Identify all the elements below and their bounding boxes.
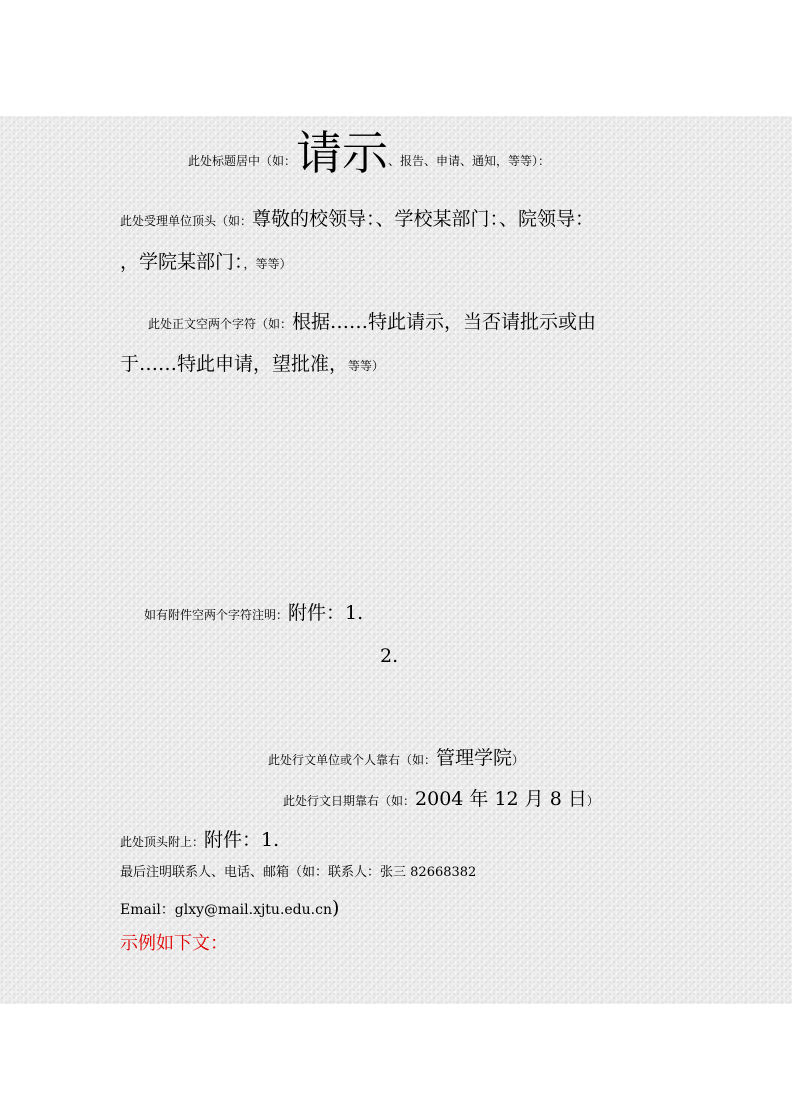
date-prefix: 此处行文日期靠右（如： xyxy=(283,794,416,808)
email-line xyxy=(120,899,339,918)
title-line xyxy=(188,126,551,180)
document-title: 请示 xyxy=(296,126,389,180)
issuer-prefix: 此处行文单位或个人靠右（如： xyxy=(268,753,437,767)
body-prefix: 此处正文空两个字符（如： xyxy=(148,317,293,331)
issuer-line xyxy=(268,749,524,768)
issuer-suffix: ） xyxy=(512,753,525,767)
recipient-main: 尊敬的校领导：、学校某部门：、院领导： xyxy=(252,208,595,230)
date-value: 2004 年 12 月 8 日 xyxy=(415,788,587,810)
top-attachment-label: 附件：1. xyxy=(204,829,280,851)
recipient-suffix: ，等等） xyxy=(243,257,292,271)
date-line xyxy=(283,790,599,809)
contact-line xyxy=(120,866,476,879)
attachment-label: 附件：1. xyxy=(288,602,364,624)
top-attachment-prefix: 此处顶头附上： xyxy=(120,835,205,849)
issuer-name: 管理学院 xyxy=(436,747,513,769)
attachment-line-2: 2. xyxy=(380,645,399,667)
body-line-1 xyxy=(148,313,596,332)
example-note: 示例如下文： xyxy=(120,933,228,954)
body-suffix: 等等） xyxy=(348,359,385,373)
body-line-2 xyxy=(120,355,384,374)
title-prefix: 此处标题居中（如： xyxy=(188,154,297,168)
recipient-line-2 xyxy=(120,253,292,272)
recipient-main-cont: ，学院某部门： xyxy=(120,251,244,273)
recipient-line-1 xyxy=(120,210,594,229)
email-close-paren: ) xyxy=(331,897,340,919)
top-attachment-line xyxy=(120,831,279,850)
contact-value: 联系人：张三 82668382 xyxy=(328,865,477,880)
body-main-cont: 于……特此申请，望批准， xyxy=(120,353,349,375)
title-suffix: 、报告、申请、通知，等等）： xyxy=(388,154,551,168)
date-suffix: ） xyxy=(586,794,599,808)
body-main: 根据……特此请示，当否请批示或由 xyxy=(292,311,597,333)
contact-prefix: 最后注明联系人、电话、邮箱（如： xyxy=(120,865,329,880)
attachment-prefix: 如有附件空两个字符注明： xyxy=(144,608,289,622)
email-text: Email：glxy@mail.xjtu.edu.cn xyxy=(120,902,332,918)
attachment-line-1 xyxy=(144,604,363,623)
recipient-prefix: 此处受理单位顶头（如： xyxy=(120,214,253,228)
